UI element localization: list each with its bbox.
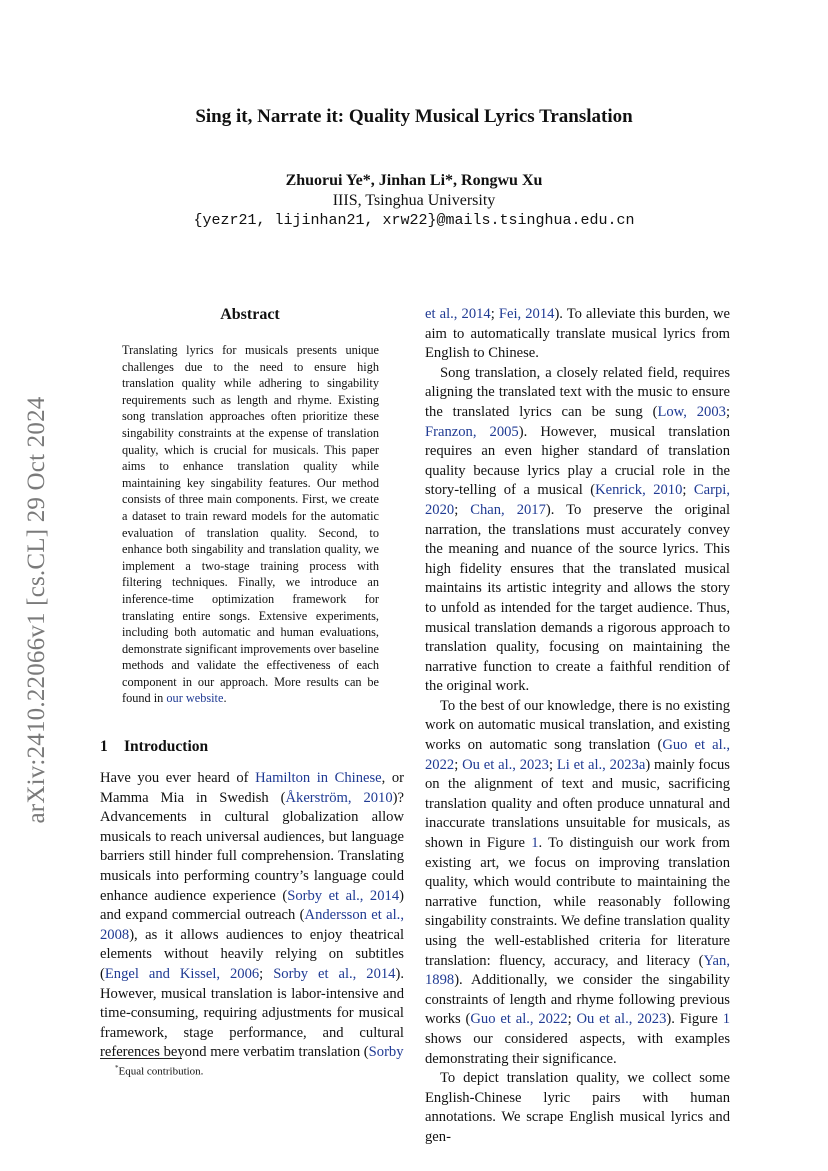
body-text: ; bbox=[454, 501, 471, 518]
body-text: ; bbox=[454, 756, 463, 773]
arxiv-identifier-text: arXiv:2410.22066v1 [cs.CL] 29 Oct 2024 bbox=[23, 396, 50, 824]
abstract-body bbox=[122, 342, 379, 707]
body-text: Song translation, a closely related field, requires aligning the translated text with the music to ensure the translated lyrics can be sung ( bbox=[425, 364, 730, 420]
paragraph bbox=[425, 1069, 730, 1147]
footnote-text: Equal contribution. bbox=[118, 1065, 204, 1078]
footnote bbox=[115, 1064, 203, 1078]
body-text: ; bbox=[259, 965, 274, 982]
body-text: ; bbox=[548, 756, 557, 773]
body-text: ). Figure bbox=[666, 1011, 723, 1028]
citation-link[interactable]: Sorby bbox=[368, 1044, 404, 1061]
citation-link[interactable]: Yan, 1898 bbox=[425, 952, 730, 989]
body-text: ). To alleviate this burden, we aim to automatically translate musical lyrics from English to Chinese. bbox=[425, 306, 730, 362]
citation-link[interactable]: Guo et al., 2022 bbox=[470, 1011, 568, 1028]
body-text: ) and expand commercial outreach ( bbox=[100, 887, 404, 924]
citation-link[interactable]: Åkerström, 2010 bbox=[285, 789, 393, 806]
citation-link[interactable]: Kenrick, 2010 bbox=[595, 482, 683, 499]
section-number: 1 bbox=[100, 738, 108, 755]
body-text: ; bbox=[567, 1011, 577, 1028]
citation-link[interactable]: Sorby et al., 2014 bbox=[287, 887, 400, 904]
right-column-text bbox=[425, 305, 730, 1148]
left-column-text bbox=[100, 769, 404, 1063]
citation-link[interactable]: Low, 2003 bbox=[657, 403, 726, 420]
citation-link[interactable]: Fei, 2014 bbox=[498, 306, 555, 322]
citation-link[interactable]: 1 bbox=[531, 835, 539, 852]
abstract-end: . bbox=[223, 691, 227, 706]
section-heading bbox=[100, 738, 208, 756]
citation-link[interactable]: Chan, 2017 bbox=[470, 501, 546, 518]
body-text: ; bbox=[490, 306, 499, 322]
citation-link[interactable]: Guo et al., 2022 bbox=[425, 737, 730, 773]
body-text: To depict translation quality, we collect some English-Chinese lyric pairs with human annotations. We scrape English musical lyrics and gen- bbox=[425, 1070, 730, 1145]
body-text: To the best of our knowledge, there is no existing work on automatic musical translation, and existing works on automatic song translation ( bbox=[425, 697, 730, 754]
website-link[interactable]: our website bbox=[166, 691, 224, 706]
body-text: ; bbox=[725, 403, 730, 420]
citation-link[interactable]: et al., 2014 bbox=[425, 306, 491, 322]
body-text: , or Mamma Mia in Swedish ( bbox=[100, 770, 404, 806]
body-text: Have you ever heard of bbox=[100, 770, 256, 786]
citation-link[interactable]: Ou et al., 2023 bbox=[462, 756, 549, 773]
paper-title: Sing it, Narrate it: Quality Musical Lyrics Translation bbox=[195, 106, 633, 127]
citation-link[interactable]: Engel and Kissel, 2006 bbox=[104, 965, 260, 982]
abstract-heading: Abstract bbox=[220, 306, 280, 323]
paragraph bbox=[425, 305, 730, 364]
citation-link[interactable]: Carpi, 2020 bbox=[425, 482, 730, 518]
citation-link[interactable]: Ou et al., 2023 bbox=[576, 1011, 667, 1028]
body-text: )? Advancements in cultural globalization allow musicals to reach universal audiences, but language barriers still hinder full comprehension. Translating musicals into performing country’s language could enhance audience experience ( bbox=[100, 789, 404, 904]
body-text: ). Additionally, we consider the singability constraints of length and rhyme following previous works ( bbox=[425, 972, 730, 1028]
paragraph bbox=[425, 364, 730, 697]
citation-link[interactable]: Andersson et al., 2008 bbox=[100, 907, 404, 943]
affiliation: IIIS, Tsinghua University bbox=[332, 192, 496, 209]
section-title: Introduction bbox=[124, 738, 209, 755]
body-text: ). To preserve the original narration, the translations must accurately convey the meaning and nuance of the source lyrics. This high fidelity ensures that the translated musical maintains its artistic integrity and allows the story to unfold as intended for the target audience. Thus, musical translation demands a rigorous approach to translation quality, focusing on maintaining the narrative function to create a faithful rendition of the original work. bbox=[425, 501, 730, 695]
abstract-text: Translating lyrics for musicals presents unique challenges due to the need to ensure high translation quality while adhering to singability requirements such as length and rhyme. Existing song translation approaches often prioritize these singability constraints at the expense of translation quality, which is crucial for musicals. This paper aims to enhance translation quality while maintaining key singability features. Our method consists of three main components. First, we create a dataset to train reward models for the automatic evaluation of translation quality. Second, to enhance both singability and translation quality, we implement a two-stage training process with filtering techniques. Finally, we introduce an inference-time optimization framework for translating entire songs. Extensive experiments, including both automatic and human evaluations, demonstrate significant improvements over baseline methods and validate the effectiveness of each component in our approach. More results can be found in bbox=[122, 343, 379, 706]
citation-link[interactable]: Li et al., 2023a bbox=[556, 756, 646, 773]
citation-link[interactable]: 1 bbox=[722, 1011, 730, 1028]
author-emails: {yezr21, lijinhan21, xrw22}@mails.tsinghua.edu.cn bbox=[193, 212, 635, 229]
arxiv-identifier bbox=[22, 370, 52, 850]
paragraph bbox=[425, 697, 730, 1069]
body-text: ) mainly focus on the alignment of text and music, sacrificing translation quality and often produce unnatural and inaccurate translations unsuitable for musicals, as shown in Figure bbox=[425, 756, 730, 852]
citation-link[interactable]: Hamilton in Chinese bbox=[255, 770, 382, 786]
citation-link[interactable]: Franzon, 2005 bbox=[425, 423, 519, 440]
body-text: shows our considered aspects, with examples demonstrating their significance. bbox=[425, 1030, 730, 1067]
footnote-rule bbox=[100, 1058, 182, 1059]
author-list: Zhuorui Ye*, Jinhan Li*, Rongwu Xu bbox=[285, 172, 543, 189]
body-text: . To distinguish our work from existing art, we focus on improving translation quality, which would contribute to maintaining the narrative function, while reasonably following singability constraints. We define translation quality using the well-established criteria for literature translation: fluency, accuracy, and literacy ( bbox=[425, 835, 730, 969]
body-text: ), as it allows audiences to enjoy theatrical elements without heavily relying on subtitles ( bbox=[100, 926, 404, 982]
body-text: ). However, musical translation is labor-intensive and time-consuming, requiring adjustments for musical framework, stage performance, and cultural references beyond mere verbatim translation ( bbox=[100, 965, 404, 1061]
body-text: ). However, musical translation requires an even higher standard of translation quality because lyrics play a crucial role in the story-telling of a musical ( bbox=[425, 423, 730, 499]
footnote-mark: * bbox=[115, 1064, 119, 1072]
body-text: ; bbox=[682, 482, 694, 499]
citation-link[interactable]: Sorby et al., 2014 bbox=[273, 965, 396, 982]
